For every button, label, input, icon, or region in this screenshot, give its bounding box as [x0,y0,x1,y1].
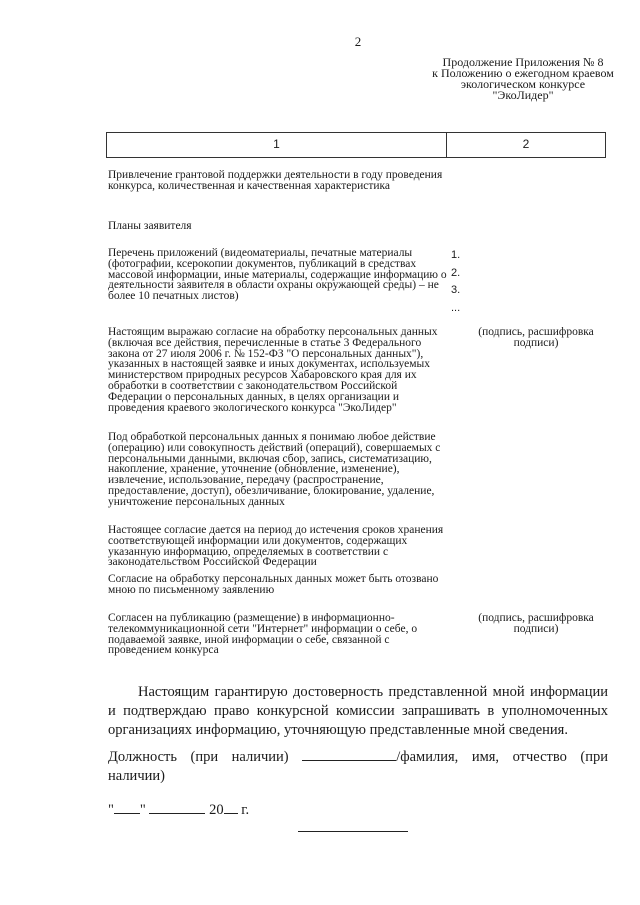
appendix-header [400,57,640,101]
consent-paragraph-2: Под обработкой персональных данных я понимаю любое действие (операцию) или совокупность действий (операций), совершаемых с персональными данными, включая сбор, запись, систематизацию, накопление, хранение, уточнение (обновление, изменение), извлечение, использование, передачу (распространение, предоставление, доступ), обезличивание, блокирование, удаление, уничтожение персональных данных [108,431,441,508]
guarantee-paragraph: Настоящим гарантирую достоверность представленной мной информации и подтверждаю право конкурсной комиссии запрашивать в уполномоченных организациях информацию, уточняющую представленные мной сведения. [108,684,608,738]
table-header [106,132,606,158]
date-line [108,802,249,819]
appendix-line-3: экологическом конкурсе [460,77,586,91]
position-blank[interactable] [302,759,396,761]
appendix-line-2: к Положению о ежегодном краевом [432,66,614,80]
row-grant-support: Привлечение грантовой поддержки деятельности в году проведения конкурса, количественная и качественная характеристика [108,169,443,192]
consent-paragraph-4: Согласие на обработку персональных данных может быть отозвано мною по письменному заявлению [108,573,439,596]
row-plans: Планы заявителя [108,220,192,232]
appendix-line-1: Продолжение Приложения № 8 [442,55,604,69]
date-month-blank[interactable] [149,812,205,814]
attachment-number-3: 3. [451,284,461,296]
date-year-blank[interactable] [224,812,238,814]
consent-paragraph-3: Настоящее согласие дается на период до истечения сроков хранения соответствующей информации или документов, содержащих указанную информацию, определяемых в соответствии с законодательством Российской Федерации [108,524,444,569]
appendix-line-4: "ЭкоЛидер" [492,88,554,102]
date-quote-close: " [139,802,146,818]
date-day-blank[interactable] [114,812,140,814]
position-line [108,748,608,786]
position-label: Должность (при наличии) [108,749,289,765]
attachment-number-1: 1. [451,249,461,261]
attachment-number-more: ... [451,301,461,314]
signature-caption-2: (подпись, расшифровка подписи) [478,612,594,635]
row-attachments: Перечень приложений (видеоматериалы, печатные материалы (фотографии, ксерокопии документов, публикаций в средствах массовой информации, иные материалы, содержащие информацию о деятельности заявителя в области охраны окружающей среды) – не более 10 печатных листов) [108,247,447,303]
publication-consent: Согласен на публикацию (размещение) в информационно-телекоммуникационной сети "Интернет" информации о себе, о подаваемой заявке, иной информации о себе, связанной с проведением конкурса [108,612,418,657]
position-suffix: /фамилия, имя, отчество (при наличии) [108,749,609,784]
date-year-suffix: г. [241,802,250,818]
signature-caption-1: (подпись, расшифровка подписи) [478,326,594,349]
attachment-number-2: 2. [451,266,461,279]
attachment-number-list [451,247,460,317]
table-header-col-1: 1 [273,137,280,151]
date-year-prefix: 20 [209,802,224,818]
date-quote-open: " [108,802,114,818]
signature-line[interactable] [298,831,408,832]
page-number: 2 [354,34,362,49]
table-header-col-2: 2 [522,137,530,151]
consent-paragraph-1: Настоящим выражаю согласие на обработку персональных данных (включая все действия, перечисленные в статье 3 Федерального закона от 27 июля 2006 г. № 152-ФЗ "О персональных данных"), указанных в настоящей заявке и иных документах, используемых министерством природных ресурсов Хабаровского края для их обработки в соответствии с законодательством Российской Федерации о персональных данных, в целях организации и проведения краевого экологического конкурса "ЭкоЛидер" [108,326,438,414]
